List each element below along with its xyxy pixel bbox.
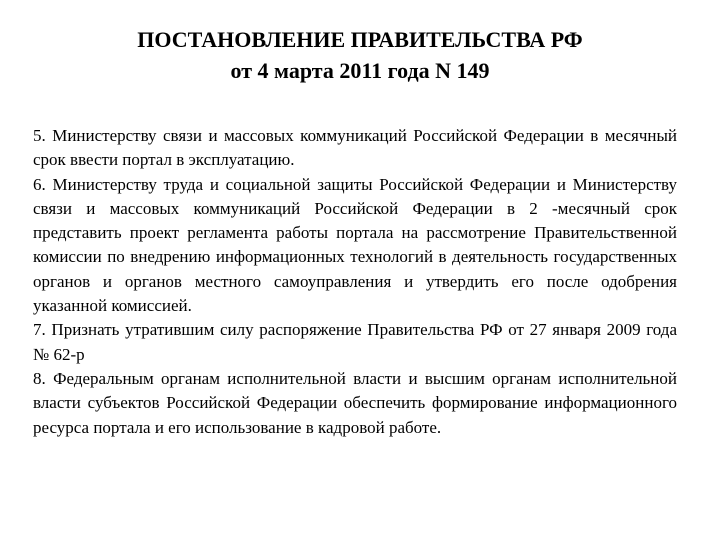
- document-body: [33, 124, 677, 440]
- title-line-2: от 4 марта 2011 года N 149: [230, 58, 490, 83]
- paragraph-5: 5. Министерству связи и массовых коммуникаций Российской Федерации в месячный срок ввести портал в эксплуатацию.: [33, 126, 677, 170]
- title-line-1: ПОСТАНОВЛЕНИЕ ПРАВИТЕЛЬСТВА РФ: [137, 27, 583, 52]
- document-title: [0, 24, 720, 86]
- paragraph-8: 8. Федеральным органам исполнительной власти и высшим органам исполнительной власти субъектов Российской Федерации обеспечить формирование информационного ресурса портала и его использование в кадровой работе.: [33, 368, 677, 437]
- paragraph-6: 6. Министерству труда и социальной защиты Российской Федерации и Министерству связи и массовых коммуникаций Российской Федерации в 2 -месячный срок представить проект регламента работы портала на рассмотрение Правительственной комиссии по внедрению информационных технологий в деятельность государственных органов и органов местного самоуправления и утвердить его после одобрения указанной комиссией.: [33, 174, 677, 316]
- paragraph-7: 7. Признать утратившим силу распоряжение Правительства РФ от 27 января 2009 года № 62-р: [33, 320, 677, 364]
